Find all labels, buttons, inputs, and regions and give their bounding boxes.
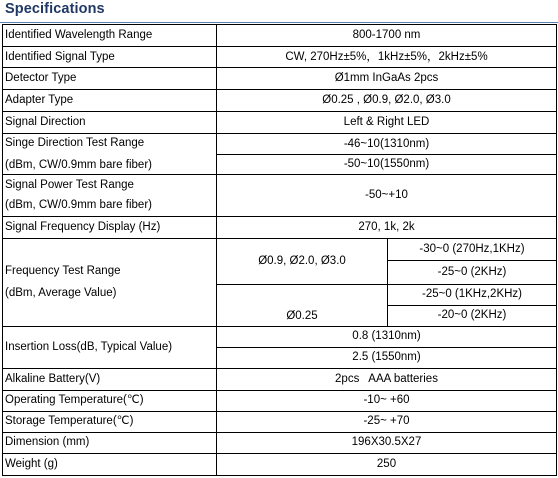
table-row (3, 390, 557, 411)
direction-label: Signal Direction (3, 112, 217, 134)
direction-test-label-line1: Singe Direction Test Range (5, 136, 145, 149)
direction-test-value-1310: -46~10(1310nm) (217, 134, 557, 155)
dimension-value: 196X30.5X27 (217, 432, 557, 453)
freq-test-fiber-group2: Ø0.25 (217, 284, 388, 326)
table-row (3, 175, 557, 217)
dimension-label: Dimension (mm) (3, 432, 217, 453)
power-test-label-line1: Signal Power Test Range (5, 179, 134, 192)
freq-test-label-line1: Frequency Test Range (5, 264, 121, 277)
insertion-loss-value-1550: 2.5 (1550nm) (217, 347, 557, 368)
freq-display-label: Signal Frequency Display (Hz) (3, 217, 217, 239)
title-underline (0, 22, 558, 23)
direction-test-value-1550: -50~10(1550nm) (217, 155, 557, 175)
freq-test-group2-value1: -25~0 (1KHz,2KHz) (388, 284, 557, 305)
freq-display-value: 270, 1k, 2k (217, 217, 557, 239)
wavelength-value: 800-1700 nm (217, 25, 557, 47)
power-test-label (3, 175, 217, 217)
detector-label: Detector Type (3, 68, 217, 90)
specifications-table (2, 24, 557, 476)
direction-test-label (3, 134, 217, 175)
signal-type-value: CW, 270Hz±5%，1kHz±5%，2kHz±5% (217, 47, 557, 68)
freq-test-group1-value2: -25~0 (2KHz) (388, 261, 557, 284)
table-row (3, 68, 557, 90)
direction-test-label-line2: (dBm, CW/0.9mm bare fiber) (5, 158, 152, 171)
adapter-label: Adapter Type (3, 90, 217, 112)
storage-temp-label: Storage Temperature(℃) (3, 411, 217, 432)
table-row (3, 326, 557, 347)
table-row (3, 239, 557, 261)
table-row (3, 432, 557, 453)
page-title: Specifications (5, 1, 105, 17)
weight-label: Weight (g) (3, 453, 217, 475)
storage-temp-value: -25~ +70 (217, 411, 557, 432)
insertion-loss-value-1310: 0.8 (1310nm) (217, 326, 557, 347)
table-row (3, 90, 557, 112)
power-test-label-line2: (dBm, CW/0.9mm bare fiber) (5, 199, 152, 212)
signal-type-label: Identified Signal Type (3, 47, 217, 68)
table-row (3, 453, 557, 475)
operating-temp-label: Operating Temperature(℃) (3, 390, 217, 411)
table-row (3, 411, 557, 432)
freq-test-group1-value1: -30~0 (270Hz,1KHz) (388, 239, 557, 261)
battery-value: 2pcs AAA batteries (217, 368, 557, 390)
battery-label: Alkaline Battery(V) (3, 368, 217, 390)
weight-value: 250 (217, 453, 557, 475)
freq-test-group2-value2: -20~0 (2KHz) (388, 305, 557, 326)
direction-value: Left & Right LED (217, 112, 557, 134)
freq-test-label-line2: (dBm, Average Value) (5, 286, 117, 299)
table-row (3, 368, 557, 390)
adapter-value: Ø0.25 , Ø0.9, Ø2.0, Ø3.0 (217, 90, 557, 112)
operating-temp-value: -10~ +60 (217, 390, 557, 411)
table-row (3, 25, 557, 47)
detector-value: Ø1mm InGaAs 2pcs (217, 68, 557, 90)
freq-test-label (3, 239, 217, 326)
table-row (3, 134, 557, 155)
power-test-value: -50~+10 (217, 175, 557, 217)
table-row (3, 112, 557, 134)
table-row (3, 217, 557, 239)
table-row (3, 47, 557, 68)
wavelength-label: Identified Wavelength Range (3, 25, 217, 47)
freq-test-fiber-group1: Ø0.9, Ø2.0, Ø3.0 (217, 239, 388, 284)
insertion-loss-label: Insertion Loss(dB, Typical Value) (3, 326, 217, 368)
